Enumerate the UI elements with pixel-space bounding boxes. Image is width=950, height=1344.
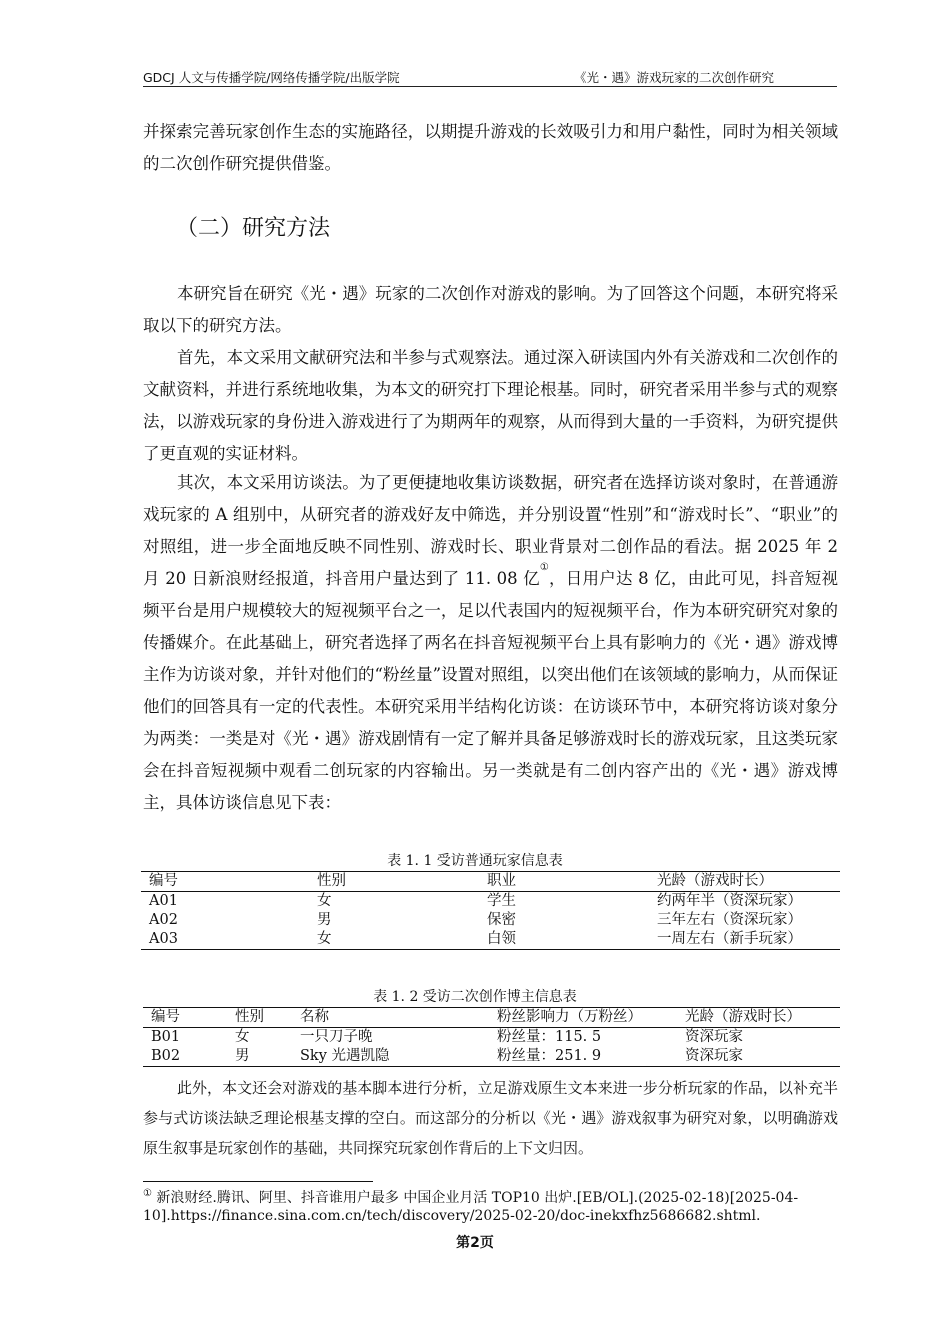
table-cell: A03	[141, 930, 309, 950]
table-cell: B01	[151, 1029, 181, 1045]
table-cell: 男	[227, 1047, 292, 1067]
table-1-header: 编号	[141, 872, 309, 892]
table-2-caption: 表 1. 2 受访二次创作博主信息表	[373, 989, 577, 1005]
section-heading: （二）研究方法	[176, 216, 331, 241]
table-cell: 粉丝量：115. 5	[497, 1029, 602, 1045]
table-cell: 女	[309, 930, 479, 950]
table-2-header: 光龄（游戏时长）	[677, 1008, 840, 1028]
table-row	[141, 911, 840, 930]
table-row	[143, 1028, 840, 1048]
table-cell: 白领	[479, 930, 649, 950]
table-cell: 资深玩家	[677, 1047, 840, 1067]
table-2-header: 编号	[143, 1008, 227, 1028]
table-cell: A02	[149, 912, 178, 928]
table-cell: 资深玩家	[685, 1029, 743, 1045]
paragraph-3	[143, 467, 838, 819]
header-institution: GDCJ 人文与传播学院/网络传播学院/出版学院	[143, 70, 400, 85]
table-cell: 女	[317, 893, 332, 909]
table-1-header: 职业	[479, 872, 649, 892]
table-2	[143, 1007, 840, 1067]
table-2-header: 名称	[292, 1008, 489, 1028]
page-header	[143, 66, 837, 87]
table-cell: 约两年半（资深玩家）	[657, 893, 802, 909]
paragraph-3-part-2: ，日用户达 8 亿，由此可见，抖音短视频平台是用户规模较大的短视频平台之一，足以代表国内的短视频平台，作为本研究研究对象的传播媒介。在此基础上，研究者选择了两名在抖音短视频平台上具有影响力的《光・遇》游戏博主作为访谈对象，并针对他们的“粉丝量”设置对照组，以突出他们在该领域的影响力，从而保证他们的回答具有一定的代表性。本研究采用半结构化访谈：在访谈环节中，本研究将访谈对象分为两类：一类是对《光・遇》游戏剧情有一定了解并具备足够游戏时长的游戏玩家，且这类玩家会在抖音短视频中观看二创玩家的内容输出。另一类就是有二创内容产出的《光・遇》游戏博主，具体访谈信息见下表：	[143, 569, 838, 812]
footnote-divider	[143, 1181, 373, 1182]
paragraph-3-part-1: 其次，本文采用访谈法。为了更便捷地收集访谈数据，研究者在选择访谈对象时，在普通游戏玩家的 A 组别中，从研究者的游戏好友中筛选，并分别设置“性别”和“游戏时长”、“职业”的对照组，进一步全面地反映不同性别、游戏时长、职业背景对二创作品的看法。据 2025 年 2 月 20 日新浪财经报道，抖音用户量达到了 11. 08 亿	[143, 473, 838, 588]
table-cell: B02	[143, 1047, 227, 1067]
header-paper-title: 《光・遇》游戏玩家的二次创作研究	[574, 70, 775, 85]
table-1-caption: 表 1. 1 受访普通玩家信息表	[387, 853, 563, 869]
table-2-header: 性别	[227, 1008, 292, 1028]
table-cell: 一周左右（新手玩家）	[649, 930, 840, 950]
table-1-header-row	[141, 872, 840, 892]
table-cell: Sky 光遇凯隐	[292, 1047, 489, 1067]
table-cell: 三年左右（资深玩家）	[657, 912, 802, 928]
page-number: 第2页	[456, 1235, 494, 1251]
table-cell: 男	[317, 912, 332, 928]
table-2-header-row	[143, 1008, 840, 1028]
table-row	[143, 1047, 840, 1067]
table-cell: 学生	[487, 893, 516, 909]
table-cell: A01	[149, 893, 178, 909]
table-1	[141, 871, 840, 950]
paragraph-continued: 并探索完善玩家创作生态的实施路径，以期提升游戏的长效吸引力和用户黏性，同时为相关领域的二次创作研究提供借鉴。	[143, 122, 838, 173]
table-row	[141, 892, 840, 912]
table-cell: 保密	[487, 912, 516, 928]
table-row	[141, 930, 840, 950]
paragraph-2: 首先，本文采用文献研究法和半参与式观察法。通过深入研读国内外有关游戏和二次创作的文献资料，并进行系统地收集，为本文的研究打下理论根基。同时，研究者采用半参与式的观察法，以游戏玩家的身份进入游戏进行了为期两年的观察，从而得到大量的一手资料，为研究提供了更直观的实证材料。	[143, 348, 838, 463]
footnote-mark: ①	[143, 1188, 152, 1199]
table-cell: 一只刀子晚	[300, 1029, 373, 1045]
table-1-header: 性别	[309, 872, 479, 892]
table-2-header: 粉丝影响力（万粉丝）	[489, 1008, 677, 1028]
table-1-header: 光龄（游戏时长）	[649, 872, 840, 892]
paragraph-4: 此外，本文还会对游戏的基本脚本进行分析，立足游戏原生文本来进一步分析玩家的作品，以补充半参与式访谈法缺乏理论根基支撑的空白。而这部分的分析以《光・遇》游戏叙事为研究对象，以明确游戏原生叙事是玩家创作的基础，共同探究玩家创作背后的上下文归因。	[143, 1079, 838, 1157]
table-cell: 粉丝量：251. 9	[489, 1047, 677, 1067]
paragraph-1: 本研究旨在研究《光・遇》玩家的二次创作对游戏的影响。为了回答这个问题，本研究将采取以下的研究方法。	[143, 284, 838, 335]
footnote-reference[interactable]: ①	[539, 562, 550, 573]
footnote	[143, 1189, 843, 1225]
footnote-text: 新浪财经.腾讯、阿里、抖音谁用户最多 中国企业月活 TOP10 出炉.[EB/OL].(2025-02-18)[2025-04-10].https://finance.sina.com.cn/tech/discovery/2025-02-20/doc-inekxfhz5686682.shtml.	[143, 1190, 799, 1224]
table-cell: 女	[235, 1029, 250, 1045]
